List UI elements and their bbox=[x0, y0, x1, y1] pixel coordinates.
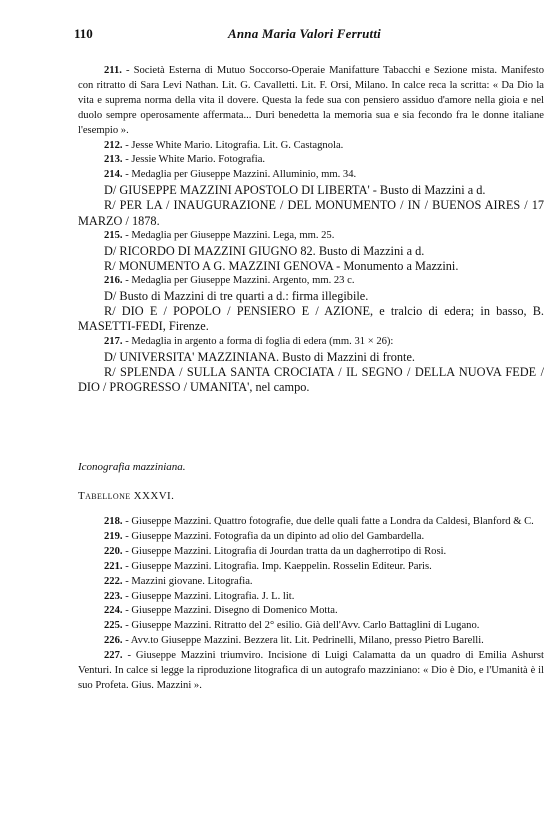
entry-text: - Giuseppe Mazzini. Litografia di Jourdan tratta da un dagherrotipo di Rosi. bbox=[122, 545, 447, 557]
catalogue-entry-e226 bbox=[78, 634, 544, 649]
entry-number: 222. bbox=[104, 575, 123, 587]
catalogue-entry-e225 bbox=[78, 619, 544, 634]
entry-text: - Giuseppe Mazzini. Ritratto del 2° esilio. Già dell'Avv. Carlo Battaglini di Lugano. bbox=[122, 620, 480, 632]
entry-text: R/ DIO E / POPOLO / PENSIERO E / AZIONE, e tralcio di edera; in basso, B. MASETTI-FEDI, Firenze. bbox=[78, 304, 544, 334]
catalogue-entry-e215 bbox=[78, 229, 544, 244]
entry-number: 218. bbox=[104, 516, 123, 527]
catalogue-entry-e217 bbox=[78, 335, 544, 350]
entry-number: 216. bbox=[104, 275, 123, 287]
catalogue-entry-e218 bbox=[78, 515, 544, 530]
catalogue-entry-e214r bbox=[78, 198, 544, 228]
panel-title: Tabellone XXXVI. bbox=[78, 490, 175, 502]
entry-text: R/ SPLENDA / SULLA SANTA CROCIATA / IL SEGNO / DELLA NUOVA FEDE / DIO / PROGRESSO / UMANITA', nel campo. bbox=[78, 364, 544, 394]
entry-text: D/ GIUSEPPE MAZZINI APOSTOLO DI LIBERTA' - Busto di Mazzini a d. bbox=[104, 183, 486, 198]
entry-number: 227. bbox=[104, 650, 123, 662]
entry-text: - Giuseppe Mazzini. Litografia. J. L. lit. bbox=[122, 590, 295, 602]
entry-text: - Giuseppe Mazzini. Fotografia da un dipinto ad olio del Gambardella. bbox=[122, 530, 425, 542]
entry-text: - Avv.to Giuseppe Mazzini. Bezzera lit. Lit. Pedrinelli, Milano, presso Pietro Barelli. bbox=[122, 635, 484, 647]
running-title: Anna Maria Valori Ferrutti bbox=[228, 26, 381, 41]
entry-number: 223. bbox=[104, 590, 123, 602]
catalogue-entry-e216d bbox=[78, 289, 544, 304]
entry-text: - Giuseppe Mazzini. Disegno di Domenico Motta. bbox=[122, 605, 338, 617]
entry-number: 215. bbox=[104, 229, 123, 241]
entry-text: - Medaglia per Giuseppe Mazzini. Lega, mm. 25. bbox=[122, 229, 335, 241]
entry-text: - Medaglia per Giuseppe Mazzini. Argento, mm. 23 c. bbox=[122, 275, 355, 287]
entry-text: D/ UNIVERSITA' MAZZINIANA. Busto di Mazzini di fronte. bbox=[104, 349, 416, 364]
catalogue-entry-e214d bbox=[78, 183, 544, 198]
catalogue-entry-e216r bbox=[78, 304, 544, 334]
entry-text: - Società Esterna di Mutuo Soccorso-Operaie Manifatture Tabacchi e Sezione mista. Manifesto con ritratto di Sara Levi Nathan. Lit. G. Cavalletti. Lit. F. Orsi, Milano. In calce reca la scritta: « Da Dio la vita e suprema norma della vita il dovere. Questa la fede sua con pensiero assiduo d'amore nella gioia e nel duolo sempre operosamente affermata... Duri benedetta la memoria sua e sia fecondo fra le donne italiane l'esempio ». bbox=[78, 65, 544, 136]
entry-number: 225. bbox=[104, 620, 123, 632]
catalogue-entry-e215d bbox=[78, 244, 544, 259]
catalogue-entry-e224 bbox=[78, 604, 544, 619]
catalogue-entry-e211 bbox=[78, 64, 544, 139]
entry-text: - Giuseppe Mazzini. Quattro fotografie, due delle quali fatte a Londra da Caldesi, Blanford & C. bbox=[122, 516, 534, 527]
entry-text: - Giuseppe Mazzini triumviro. Incisione di Luigi Calamatta da un quadro di Emilia Ashurst Venturi. In calce si legge la riproduzione litografica di un autografo mazziniano: « Dio è Dio, e l'Umanità è il suo Profeta. Gius. Mazzini ». bbox=[78, 650, 544, 691]
catalogue-entry-e212 bbox=[78, 139, 544, 154]
catalogue-entry-e220 bbox=[78, 545, 544, 560]
entry-text: - Mazzini giovane. Litografia. bbox=[122, 575, 253, 587]
catalogue-entry-e223 bbox=[78, 590, 544, 605]
catalogue-entry-e213 bbox=[78, 153, 544, 168]
catalogue-entries-medals bbox=[78, 64, 544, 395]
catalogue-entry-e221 bbox=[78, 560, 544, 575]
page-number: 110 bbox=[74, 26, 93, 41]
catalogue-entry-e214 bbox=[78, 168, 544, 183]
entry-number: 211. bbox=[104, 65, 122, 76]
entry-number: 226. bbox=[104, 635, 123, 647]
page-header bbox=[74, 26, 530, 46]
entry-number: 217. bbox=[104, 335, 123, 347]
catalogue-entry-e219 bbox=[78, 530, 544, 545]
catalogue-entries-iconography bbox=[78, 515, 544, 694]
entry-number: 224. bbox=[104, 605, 123, 617]
entry-number: 212. bbox=[104, 139, 123, 151]
entry-text: - Medaglia in argento a forma di foglia di edera (mm. 31 × 26): bbox=[122, 335, 394, 347]
entry-text: - Medaglia per Giuseppe Mazzini. Alluminio, mm. 34. bbox=[122, 169, 357, 181]
entry-number: 213. bbox=[104, 154, 123, 166]
section-title: Iconografia mazziniana. bbox=[78, 461, 186, 473]
catalogue-entry-e222 bbox=[78, 575, 544, 590]
catalogue-entry-e215r bbox=[78, 259, 544, 274]
entry-text: D/ Busto di Mazzini di tre quarti a d.: firma illegibile. bbox=[104, 289, 369, 304]
entry-text: - Jesse White Mario. Litografia. Lit. G. Castagnola. bbox=[122, 139, 344, 151]
entry-number: 220. bbox=[104, 545, 123, 557]
catalogue-entry-e217r bbox=[78, 365, 544, 395]
entry-text: - Jessie White Mario. Fotografia. bbox=[122, 154, 266, 166]
entry-text: D/ RICORDO DI MAZZINI GIUGNO 82. Busto di Mazzini a d. bbox=[104, 243, 425, 258]
catalogue-entry-e216 bbox=[78, 274, 544, 289]
entry-number: 214. bbox=[104, 169, 123, 181]
entry-number: 219. bbox=[104, 530, 123, 542]
entry-text: R/ MONUMENTO A G. MAZZINI GENOVA - Monumento a Mazzini. bbox=[104, 258, 459, 273]
entry-text: R/ PER LA / INAUGURAZIONE / DEL MONUMENTO / IN / BUENOS AIRES / 17 MARZO / 1878. bbox=[78, 198, 544, 228]
catalogue-entry-e217d bbox=[78, 350, 544, 365]
entry-number: 221. bbox=[104, 560, 123, 572]
entry-text: - Giuseppe Mazzini. Litografia. Imp. Kaeppelin. Rosselin Editeur. Paris. bbox=[122, 560, 432, 572]
catalogue-entry-e227 bbox=[78, 649, 544, 694]
